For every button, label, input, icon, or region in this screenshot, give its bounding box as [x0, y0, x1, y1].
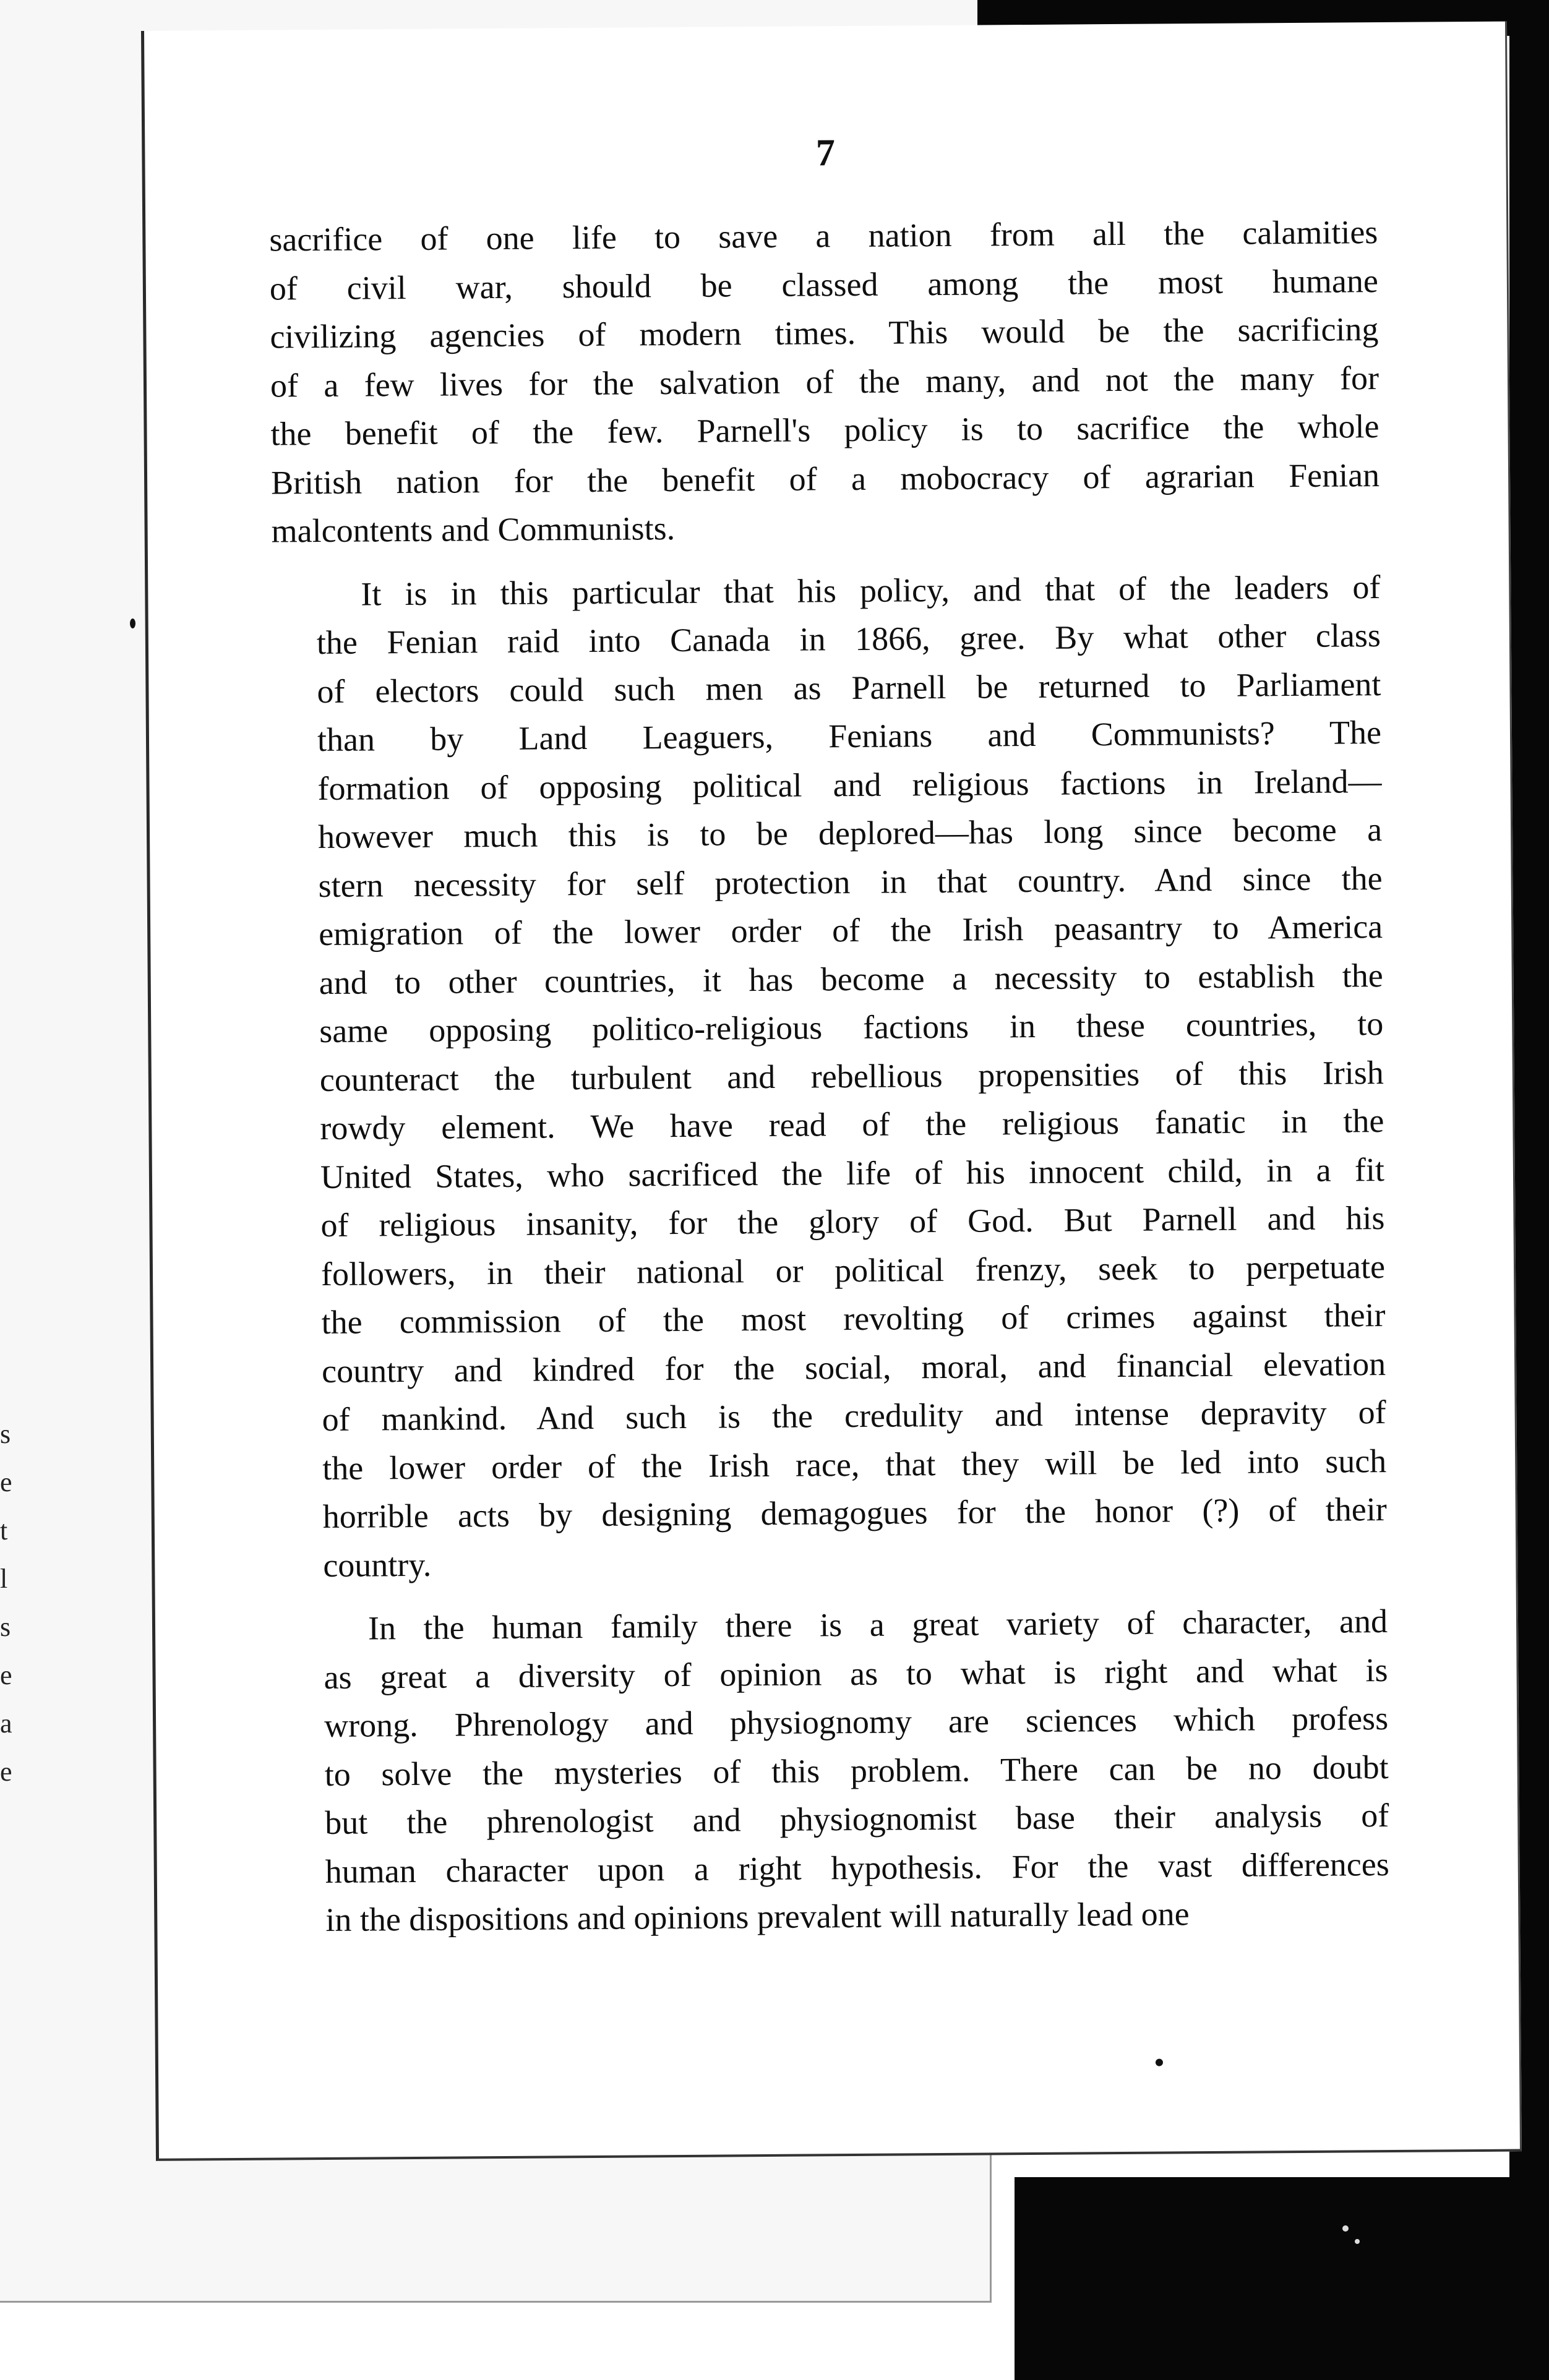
text-line: formation of opposing political and religious factions in Ireland— [317, 762, 1382, 807]
text-line: emigration of the lower order of the Irish peasantry to America [318, 908, 1383, 953]
text-line: of religious insanity, for the glory of God. But Parnell and his [320, 1199, 1385, 1244]
text-line: same opposing politico-religious factions in these countries, to [319, 1005, 1384, 1050]
page-number: 7 [815, 132, 836, 174]
text-line: stern necessity for self protection in that country. And since the [318, 859, 1383, 904]
text-line: of civil war, should be classed among the most humane [269, 262, 1379, 307]
text-line: to solve the mysteries of this problem. There can be no doubt [324, 1748, 1389, 1793]
ink-speck [1342, 2225, 1349, 2232]
adjacent-page-margin [0, 1410, 25, 1796]
text-line: the commission of the most revolting of crimes against their [321, 1296, 1386, 1342]
paragraph [269, 208, 1380, 555]
text-line: country and kindred for the social, moral, and financial elevation [321, 1345, 1386, 1390]
text-line: In the human family there is a great variety of character, and [367, 1602, 1388, 1647]
text-line: as great a diversity of opinion as to what is right and what is [324, 1651, 1388, 1696]
text-line: the Fenian raid into Canada in 1866, gree. By what other class [316, 617, 1381, 662]
text-line: of mankind. And such is the credulity and intense depravity of [322, 1393, 1386, 1439]
text-line: sacrifice of one life to save a nation from all the calamities [269, 213, 1378, 259]
text-line: of electors could such men as Parnell be returned to Parliament [317, 665, 1381, 710]
ink-speck [1355, 2239, 1360, 2244]
body-text [269, 208, 1390, 1959]
text-line: counteract the turbulent and rebellious propensities of this Irish [319, 1053, 1384, 1098]
margin-glyph: s [0, 1612, 11, 1642]
text-line: followers, in their national or political frenzy, seek to perpetuate [320, 1248, 1386, 1293]
paragraph [272, 563, 1387, 1590]
margin-glyph: l [0, 1564, 8, 1594]
margin-glyph: a [0, 1708, 12, 1739]
margin-glyph: e [0, 1757, 12, 1787]
text-line: in the dispositions and opinions prevalent will naturally lead one [325, 1895, 1190, 1938]
document-page [141, 22, 1522, 2161]
text-line: human character upon a right hypothesis. For the vast differences [325, 1845, 1389, 1890]
margin-glyph: e [0, 1660, 12, 1690]
text-line: horrible acts by designing demagogues for the honor (?) of their [322, 1491, 1387, 1536]
text-line: It is in this particular that his policy, and that of the leaders of [361, 568, 1381, 613]
text-line: of a few lives for the salvation of the many, and not the many for [270, 359, 1380, 405]
margin-glyph: e [0, 1467, 12, 1497]
text-line: rowdy element. We have read of the religious fanatic in the [320, 1102, 1384, 1147]
margin-glyph: t [0, 1515, 8, 1546]
text-line: country. [323, 1546, 432, 1584]
margin-glyph: s [0, 1419, 11, 1449]
text-line: the lower order of the Irish race, that they will be led into such [322, 1442, 1387, 1487]
text-line: however much this is to be deplored—has long since become a [317, 811, 1383, 856]
text-line: than by Land Leaguers, Fenians and Communists? The [317, 714, 1382, 759]
text-line: civilizing agencies of modern times. This would be the sacrificing [270, 310, 1379, 356]
text-line: the benefit of the few. Parnell's policy is to sacrifice the whole [270, 408, 1380, 453]
text-line: and to other countries, it has become a necessity to establish the [319, 956, 1383, 1001]
text-line: United States, who sacrificed the life of his innocent child, in a fit [320, 1150, 1385, 1196]
text-line: wrong. Phrenology and physiognomy are sciences which profess [324, 1699, 1389, 1744]
text-line: but the phrenologist and physiognomist base their analysis of [325, 1796, 1389, 1841]
text-line: British nation for the benefit of a mobocracy of agrarian Fenian [270, 456, 1380, 502]
text-line: malcontents and Communists. [271, 509, 676, 550]
ink-speck [130, 619, 135, 628]
ink-speck [1156, 2059, 1163, 2066]
scan-border-bottom [1015, 2177, 1549, 2380]
paragraph [279, 1597, 1390, 1945]
